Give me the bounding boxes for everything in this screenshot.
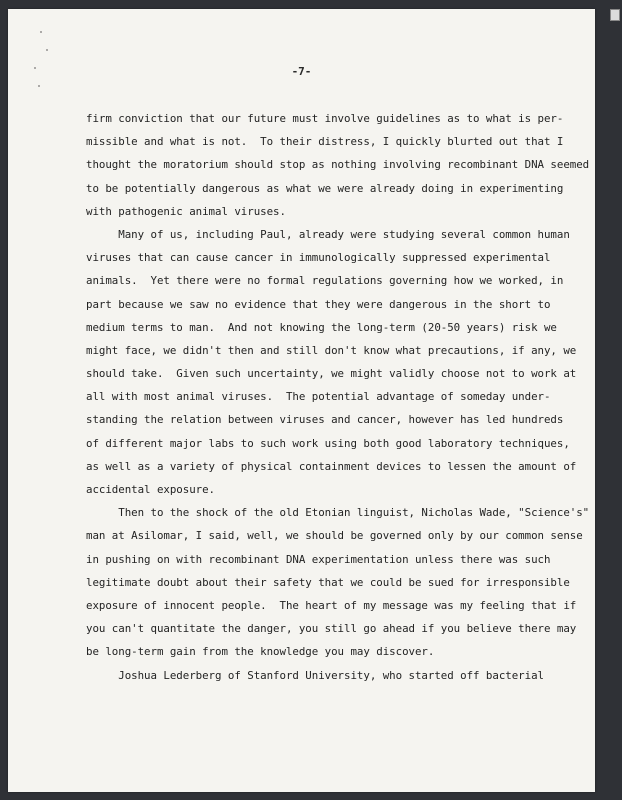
document-page bbox=[8, 9, 595, 792]
text-line: Joshua Lederberg of Stanford University, who started off bacterial bbox=[86, 668, 544, 682]
text-line: standing the relation between viruses and cancer, however has led hundreds bbox=[86, 413, 564, 427]
text-line: viruses that can cause cancer in immunologically suppressed experimental bbox=[86, 251, 551, 265]
scan-speck bbox=[46, 49, 48, 51]
text-line: accidental exposure. bbox=[86, 483, 216, 496]
text-line: exposure of innocent people. The heart of my message was my feeling that if bbox=[86, 598, 577, 612]
text-line: thought the moratorium should stop as nothing involving recombinant DNA seemed bbox=[86, 158, 590, 172]
text-line: might face, we didn't then and still don't know what precautions, if any, we bbox=[86, 343, 577, 357]
text-line: Many of us, including Paul, already were studying several common human bbox=[86, 227, 570, 241]
text-line: man at Asilomar, I said, well, we should be governed only by our common sense bbox=[86, 529, 583, 543]
text-line: all with most animal viruses. The potential advantage of someday under- bbox=[86, 390, 551, 404]
text-line: missible and what is not. To their distress, I quickly blurted out that I bbox=[86, 135, 564, 149]
text-line: of different major labs to such work using both good laboratory techniques, bbox=[86, 436, 570, 450]
text-line: animals. Yet there were no formal regulations governing how we worked, in bbox=[86, 274, 564, 288]
scan-edge-tab bbox=[610, 9, 620, 21]
text-line: to be potentially dangerous as what we were already doing in experimenting bbox=[86, 181, 564, 195]
text-line: part because we saw no evidence that they were dangerous in the short to bbox=[86, 297, 551, 311]
page-number: -7- bbox=[291, 65, 312, 78]
text-line: firm conviction that our future must involve guidelines as to what is per- bbox=[86, 112, 564, 125]
scan-speck bbox=[40, 31, 42, 33]
text-line: you can't quantitate the danger, you still go ahead if you believe there may bbox=[86, 622, 577, 636]
text-line: legitimate doubt about their safety that we could be sued for irresponsible bbox=[86, 575, 570, 589]
text-line: in pushing on with recombinant DNA experimentation unless there was such bbox=[86, 552, 551, 566]
text-line: be long-term gain from the knowledge you may discover. bbox=[86, 645, 435, 659]
body-text bbox=[86, 107, 590, 687]
text-line: medium terms to man. And not knowing the long-term (20-50 years) risk we bbox=[86, 320, 557, 334]
text-line: as well as a variety of physical containment devices to lessen the amount of bbox=[86, 459, 577, 473]
text-line: with pathogenic animal viruses. bbox=[86, 204, 286, 218]
scan-speck bbox=[38, 85, 40, 87]
text-line: should take. Given such uncertainty, we might validly choose not to work at bbox=[86, 367, 577, 381]
text-line: Then to the shock of the old Etonian linguist, Nicholas Wade, "Science's" bbox=[86, 506, 590, 520]
